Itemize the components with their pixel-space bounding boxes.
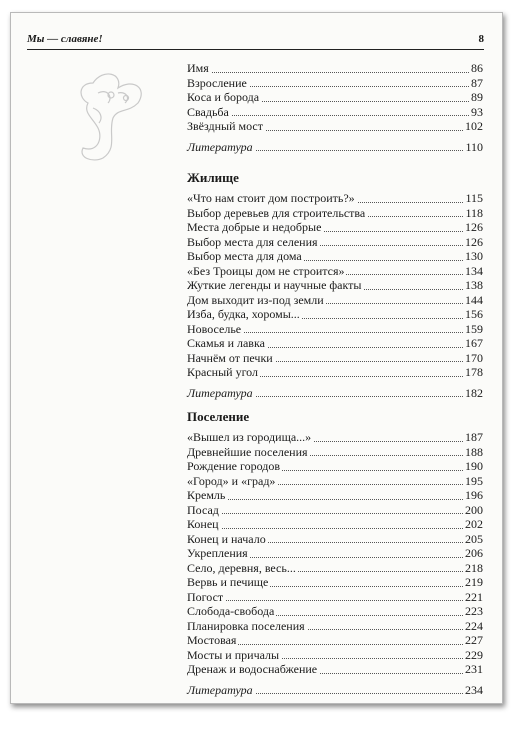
toc-entry[interactable]: Взросление 87 — [187, 75, 483, 90]
toc-entry[interactable]: Планировка поселения 224 — [187, 618, 483, 633]
toc-entry[interactable]: Начнём от печки 170 — [187, 350, 483, 365]
toc-entry[interactable]: Коса и борода 89 — [187, 90, 483, 104]
toc-entry[interactable]: Кремль 196 — [187, 488, 483, 502]
section-heading: Поселение — [187, 409, 250, 424]
toc-entry[interactable]: «Что нам стоит дом построить?» 115 — [187, 191, 483, 205]
toc-entry[interactable]: Жуткие легенды и научные факты 138 — [187, 278, 483, 292]
toc-entry[interactable]: Дом выходит из-под земли 144 — [187, 292, 483, 307]
toc-entry[interactable]: Посад 200 — [187, 502, 483, 517]
toc-entry[interactable]: Мостовая 227 — [187, 633, 483, 647]
toc-entry[interactable]: Звёздный мост 102 — [187, 119, 483, 133]
toc-literature-entry[interactable]: Литература 110 — [187, 139, 483, 154]
toc-section-zhilishche — [187, 169, 483, 400]
toc-entry[interactable]: Конец 202 — [187, 517, 483, 531]
toc-entry[interactable]: Слобода-свобода 223 — [187, 604, 483, 618]
toc-entry[interactable]: «Без Троицы дом не строится» 134 — [187, 263, 483, 278]
toc-entry[interactable]: Места добрые и недобрые 126 — [187, 220, 483, 234]
toc-entry[interactable]: Красный угол 178 — [187, 365, 483, 379]
toc-entry[interactable]: Село, деревня, весь... 218 — [187, 560, 483, 575]
decorative-ornament-icon — [63, 63, 163, 163]
toc-literature-entry[interactable]: Литература 234 — [187, 682, 483, 697]
toc-literature-entry[interactable]: Литература 182 — [187, 385, 483, 400]
toc-entry[interactable]: Выбор деревьев для строительства 118 — [187, 205, 483, 220]
toc-entry[interactable]: Изба, будка, хоромы... 156 — [187, 307, 483, 321]
book-page — [10, 12, 503, 704]
toc-section-1 — [187, 61, 483, 154]
toc-entry[interactable]: Скамья и лавка 167 — [187, 336, 483, 350]
toc-entry[interactable]: Мосты и причалы 229 — [187, 647, 483, 662]
toc-entry[interactable]: Погост 221 — [187, 589, 483, 604]
toc-entry[interactable]: Имя 86 — [187, 61, 483, 75]
toc-entry[interactable]: Рождение городов 190 — [187, 459, 483, 473]
toc-entry[interactable]: Выбор места для селения 126 — [187, 234, 483, 249]
toc-entry[interactable]: Свадьба 93 — [187, 104, 483, 119]
toc-entry[interactable]: Укрепления 206 — [187, 546, 483, 560]
toc-section-poselenie — [187, 408, 483, 697]
book-title: Мы — славяне! — [27, 33, 103, 45]
toc-entry[interactable]: Конец и начало 205 — [187, 531, 483, 546]
page-number: 8 — [478, 33, 484, 45]
toc-entry[interactable]: Вервь и печище 219 — [187, 575, 483, 589]
toc-entry[interactable]: Дренаж и водоснабжение 231 — [187, 662, 483, 676]
section-heading: Жилище — [187, 170, 239, 185]
toc-entry[interactable]: Выбор места для дома 130 — [187, 249, 483, 263]
toc-entry[interactable]: Древнейшие поселения 188 — [187, 444, 483, 459]
toc-entry[interactable]: «Вышел из городища...» 187 — [187, 430, 483, 444]
toc-entry[interactable]: «Город» и «град» 195 — [187, 473, 483, 488]
toc-entry[interactable]: Новоселье 159 — [187, 321, 483, 336]
running-head — [27, 33, 484, 50]
